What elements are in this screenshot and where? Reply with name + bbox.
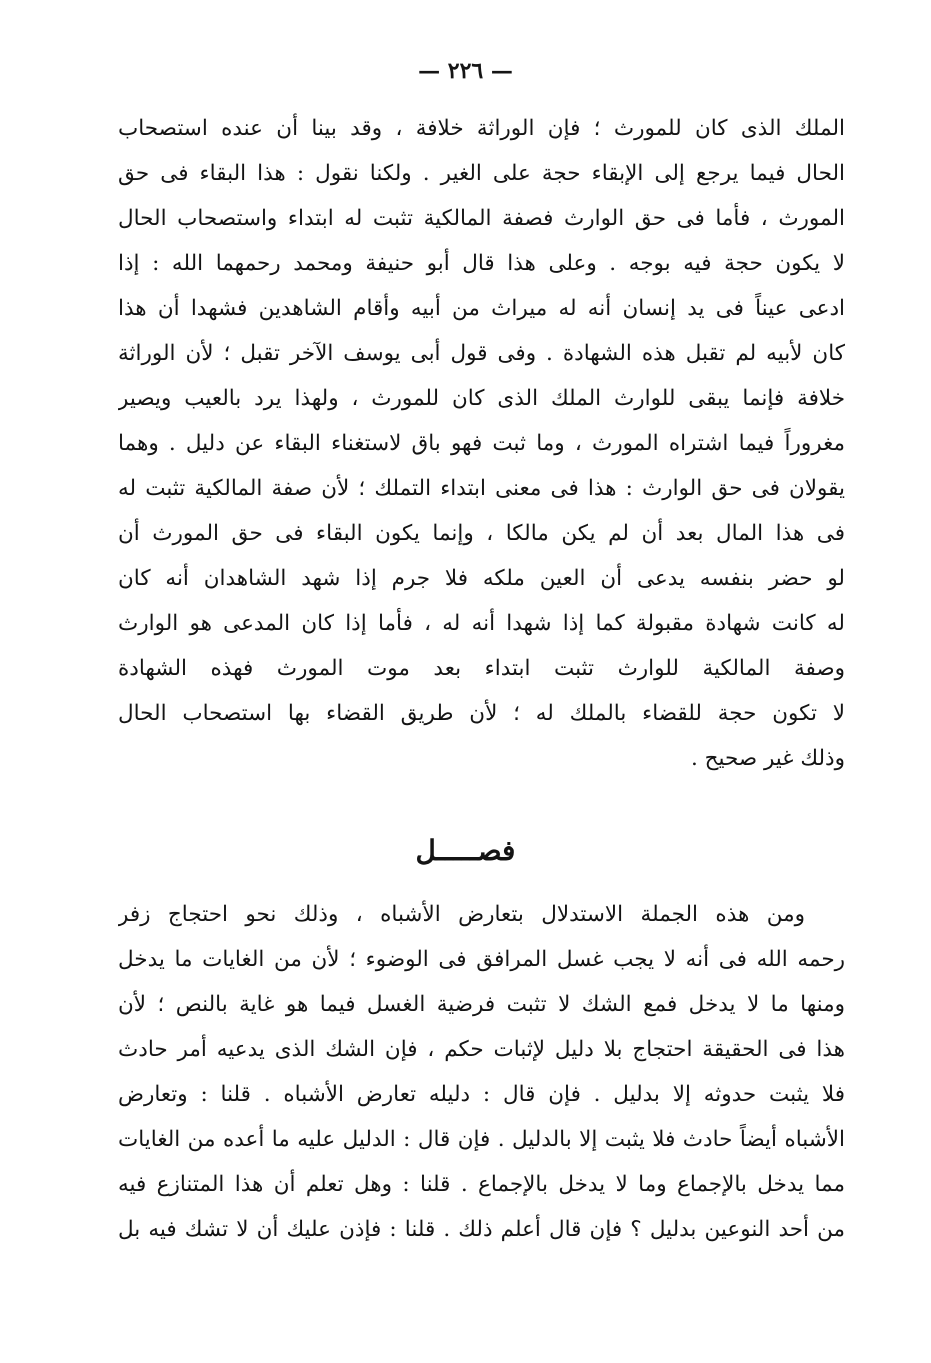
text-line: يقولان فى حق الوارث : هذا فى معنى ابتداء التملك ؛ لأن صفة المالكية تثبت له — [118, 476, 845, 501]
text-line: رحمه الله فى أنه لا يجب غسل المرافق فى الوضوء ؛ لأن من الغايات ما يدخل — [118, 947, 845, 972]
paragraph-1 — [118, 106, 845, 781]
text-line: ومن هذه الجملة الاستدلال بتعارض الأشباه ، وذلك نحو احتجاج زفر — [118, 902, 805, 927]
text-line: ومنها ما لا يدخل فمع الشك لا تثبت فرضية الغسل فيما هو غاية بالنص ؛ لأن — [118, 992, 845, 1017]
page-number: — ٢٢٦ — — [418, 58, 513, 84]
text-line: لا تكون حجة للقضاء بالملك له ؛ لأن طريق القضاء بها استصحاب الحال — [118, 701, 845, 726]
text-line: مغروراً فيما اشتراه المورث ، وما ثبت فهو باق لاستغناء البقاء عن دليل . وهما — [118, 431, 845, 456]
text-line: من أحد النوعين بدليل ؟ فإن قال أعلم ذلك . قلنا : فإذن عليك أن لا تشك فيه بل — [118, 1217, 845, 1242]
text-line: المورث ، فأما فى حق الوارث فصفة المالكية تثبت له ابتداء واستصحاب الحال — [118, 206, 845, 231]
text-line: كان لأبيه لم تقبل هذه الشهادة . وفى قول أبى يوسف الآخر تقبل ؛ لأن الوراثة — [118, 341, 845, 366]
text-line: وذلك غير صحيح . — [690, 746, 845, 771]
text-line: الملك الذى كان للمورث ؛ فإن الوراثة خلافة ، وقد بينا أن عنده استصحاب — [118, 116, 845, 141]
text-line: فى هذا المال بعد أن لم يكن مالكا ، وإنما يكون البقاء فى حق المورث أن — [118, 521, 845, 546]
text-line: فلا يثبت حدوثه إلا بدليل . فإن قال : دليله تعارض الأشباه . قلنا : وتعارض — [118, 1082, 845, 1107]
section-heading — [0, 834, 931, 867]
section-heading-text: فصـــــل — [415, 834, 516, 867]
text-line: الحال فيما يرجع إلى الإبقاء حجة على الغير . ولكنا نقول : هذا البقاء فى حق — [118, 161, 845, 186]
text-line: له كانت شهادة مقبولة كما إذا شهدا أنه له ، فأما إذا كان المدعى هو الوارث — [118, 611, 845, 636]
text-line: لو حضر بنفسه يدعى أن العين ملكه فلا جرم إذا شهد الشاهدان أنه كان — [118, 566, 845, 591]
paragraph-2 — [118, 892, 845, 1252]
text-line: ادعى عيناً فى يد إنسان أنه له ميراث من أبيه وأقام الشاهدين فشهدا أن هذا — [118, 296, 845, 321]
text-line: الأشباه أيضاً حادث فلا يثبت إلا بالدليل . فإن قال : الدليل عليه ما أعده من الغايات — [118, 1127, 845, 1152]
text-line: وصفة المالكية للوارث تثبت ابتداء بعد موت المورث فهذه الشهادة — [118, 656, 845, 681]
text-line: خلافة فإنما يبقى للوارث الملك الذى كان للمورث ، ولهذا يرد بالعيب ويصير — [118, 386, 845, 411]
text-line: لا يكون حجة فيه بوجه . وعلى هذا قال أبو حنيفة ومحمد رحمهما الله : إذا — [118, 251, 845, 276]
text-line: هذا فى الحقيقة احتجاج بلا دليل لإثبات حكم ، فإن الشك الذى يدعيه أمر حادث — [118, 1037, 845, 1062]
text-line: مما يدخل بالإجماع وما لا يدخل بالإجماع . قلنا : وهل تعلم أن هذا المتنازع فيه — [118, 1172, 845, 1197]
